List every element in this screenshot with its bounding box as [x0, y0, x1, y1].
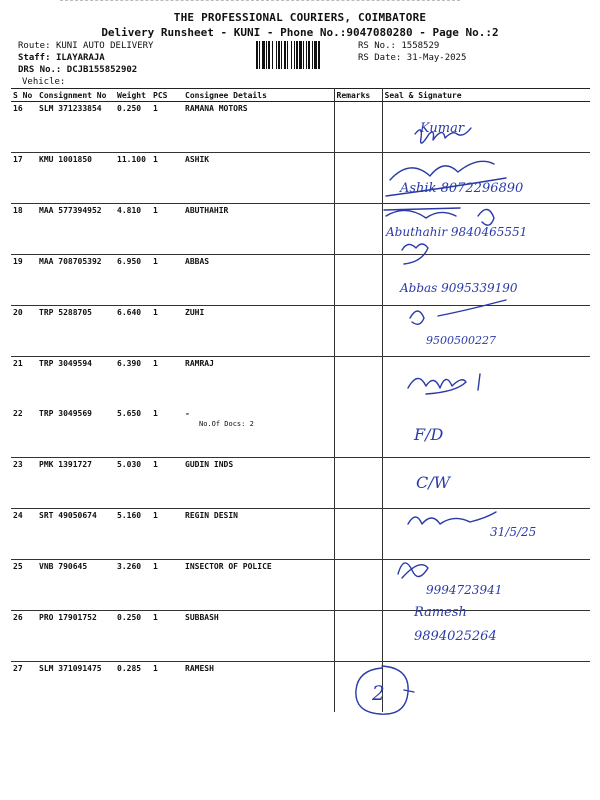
- cell-pcs: 1: [151, 509, 183, 560]
- barcode-bar: [268, 41, 270, 69]
- col-sno: S No: [11, 89, 37, 102]
- cell-signature: [382, 407, 590, 458]
- signature-text-27-phone: 9894025264: [414, 629, 497, 644]
- cell-pcs: 1: [151, 306, 183, 357]
- cell-remarks: [334, 255, 382, 306]
- drs-line: [18, 64, 153, 76]
- staff-line: [18, 52, 153, 64]
- cell-remarks: [334, 153, 382, 204]
- cell-pcs: 1: [151, 204, 183, 255]
- cell-signature: [382, 102, 590, 153]
- cell-sno: 24: [11, 509, 37, 560]
- table-row: [11, 255, 590, 306]
- cell-remarks: [334, 204, 382, 255]
- cell-consignee: ABUTHAHIR: [183, 204, 334, 255]
- cell-consignee: ASHIK: [183, 153, 334, 204]
- barcode-bar: [291, 41, 292, 69]
- rs-date-label: RS Date:: [358, 53, 402, 63]
- cell-weight: 6.640: [115, 306, 151, 357]
- barcode-bar: [308, 41, 310, 69]
- table-row: [11, 611, 590, 662]
- rs-date-value: 31-May-2025: [406, 53, 467, 63]
- consignee-text: -: [185, 409, 190, 418]
- cell-signature: [382, 357, 590, 408]
- col-pcs: PCS: [151, 89, 183, 102]
- cell-consignee: REGIN DESIN: [183, 509, 334, 560]
- cell-remarks: [334, 611, 382, 662]
- cell-weight: 3.260: [115, 560, 151, 611]
- cell-pcs: 1: [151, 102, 183, 153]
- table-row: [11, 153, 590, 204]
- cell-sno: 27: [13, 664, 23, 673]
- cell-consignment: SLM 371091475: [39, 664, 102, 673]
- signature-text-18: Abuthahir 9840465551: [386, 225, 528, 239]
- barcode-bar: [314, 41, 317, 69]
- cell-weight: 0.250: [115, 102, 151, 153]
- table-header-row: [11, 89, 590, 102]
- col-consignee: Consignee Details: [183, 89, 334, 102]
- barcode-bar: [262, 41, 265, 69]
- cell-remarks: [334, 306, 382, 357]
- cell-consignee: [183, 407, 334, 458]
- cell-consignee: RAMRAJ: [183, 357, 334, 408]
- signature-text-25: 31/5/25: [490, 525, 537, 539]
- cell-consignment: PMK 1391727: [37, 458, 115, 509]
- barcode-bar: [287, 41, 288, 69]
- cell-remarks: [334, 509, 382, 560]
- cell-sno: 16: [11, 102, 37, 153]
- header-left-block: [18, 40, 153, 88]
- torn-top-edge: [60, 0, 460, 4]
- route-line: [18, 40, 153, 52]
- table-row: [11, 662, 590, 713]
- cell-sno: 17: [11, 153, 37, 204]
- cell-pcs: 1: [153, 359, 158, 368]
- cell-consignment: SLM 371233854: [37, 102, 115, 153]
- barcode: [256, 41, 354, 69]
- barcode-bar: [276, 41, 277, 69]
- col-consignment: Consignment No: [37, 89, 115, 102]
- cell-consignment: TRP 5288705: [37, 306, 115, 357]
- signature-text-20: 9500500227: [426, 334, 496, 347]
- cell-remarks: [334, 357, 382, 408]
- cell-consignee: RAMANA MOTORS: [183, 102, 334, 153]
- cell-sno: 26: [11, 611, 37, 662]
- cell-signature: [382, 560, 590, 611]
- signature-text-16: Kumar: [420, 121, 465, 136]
- cell-pcs: 1: [151, 255, 183, 306]
- barcode-bar: [272, 41, 273, 69]
- cell-consignee: ZUHI: [183, 306, 334, 357]
- cell-weight: 6.950: [115, 255, 151, 306]
- barcode-bar: [294, 41, 295, 69]
- cell-signature: [382, 306, 590, 357]
- table-row: [11, 306, 590, 357]
- signature-text-17: Ashik 8072296890: [400, 181, 524, 196]
- cell-remarks: [334, 560, 382, 611]
- barcode-bar: [281, 41, 282, 69]
- vehicle-label: Vehicle:: [22, 77, 66, 87]
- drs-value: DCJB155852902: [66, 65, 138, 75]
- cell-remarks: [334, 662, 382, 713]
- route-value: KUNI AUTO DELIVERY: [55, 41, 154, 51]
- staff-label: Staff:: [18, 53, 51, 63]
- cell-pcs: 1: [151, 611, 183, 662]
- runsheet-table: [11, 88, 590, 712]
- cell-weight: 11.100: [115, 153, 151, 204]
- table-row: [11, 357, 590, 408]
- cell-remarks: [334, 102, 382, 153]
- barcode-bar: [259, 41, 260, 69]
- table-row: [11, 407, 590, 458]
- barcode-bar: [278, 41, 280, 69]
- cell-sno: 19: [11, 255, 37, 306]
- col-weight: Weight: [115, 89, 151, 102]
- cell-consignment: TRP 3049569: [37, 407, 115, 458]
- rs-no-line: [358, 40, 466, 52]
- cell-consignee: SUBBASH: [183, 611, 334, 662]
- cell-signature: [382, 458, 590, 509]
- col-signature: Seal & Signature: [382, 89, 590, 102]
- cell-weight: 0.285: [117, 664, 142, 673]
- cell-signature: [382, 204, 590, 255]
- cell-weight: 6.390: [117, 359, 142, 368]
- runsheet-subtitle: Delivery Runsheet - KUNI - Phone No.:9047080280 - Page No.:2: [101, 26, 499, 39]
- cell-sno: 21: [13, 359, 23, 368]
- table-row: [11, 560, 590, 611]
- cell-weight: 4.810: [115, 204, 151, 255]
- cell-sno: 20: [11, 306, 37, 357]
- cell-weight: 5.030: [115, 458, 151, 509]
- cell-sno: 18: [11, 204, 37, 255]
- signature-text-23: F/D: [414, 425, 444, 444]
- cell-consignee: GUDIN INDS: [183, 458, 334, 509]
- barcode-bar: [284, 41, 286, 69]
- cell-signature: [382, 509, 590, 560]
- barcode-bar: [303, 41, 304, 69]
- barcode-bar: [299, 41, 302, 69]
- cell-weight: 5.650: [115, 407, 151, 458]
- barcode-bar: [306, 41, 307, 69]
- cell-pcs: 1: [151, 153, 183, 204]
- cell-pcs: 1: [153, 664, 158, 673]
- company-title: THE PROFESSIONAL COURIERS, COIMBATORE: [173, 11, 427, 24]
- barcode-bar: [256, 41, 258, 69]
- header-right-block: [358, 40, 466, 64]
- cell-sno: 25: [11, 560, 37, 611]
- cell-consignment: MAA 577394952: [37, 204, 115, 255]
- cell-pcs: 1: [151, 407, 183, 458]
- cell-consignment: SRT 49050674: [37, 509, 115, 560]
- docs-count: No.Of Docs: 2: [199, 420, 254, 428]
- barcode-bar: [312, 41, 313, 69]
- cell-pcs: 1: [151, 458, 183, 509]
- cell-pcs: 1: [151, 560, 183, 611]
- table-row: [11, 102, 590, 153]
- cell-consignment: PRO 17901752: [37, 611, 115, 662]
- staff-value: ILAYARAJA: [55, 53, 105, 63]
- rs-no-value: 1558529: [401, 41, 440, 51]
- cell-remarks: [334, 458, 382, 509]
- barcode-bar: [296, 41, 298, 69]
- cell-weight: 5.160: [115, 509, 151, 560]
- signature-text-19: Abbas 9095339190: [400, 281, 518, 295]
- cell-consignment: KMU 1001850: [37, 153, 115, 204]
- cell-remarks: [334, 407, 382, 458]
- stamp-text: 2: [372, 681, 385, 705]
- col-remarks: Remarks: [334, 89, 382, 102]
- route-label: Route:: [18, 41, 51, 51]
- barcode-bar: [266, 41, 267, 69]
- signature-text-27-name: Ramesh: [414, 605, 467, 620]
- cell-consignment: TRP 3049594: [39, 359, 92, 368]
- rs-date-line: [358, 52, 466, 64]
- cell-signature: [382, 153, 590, 204]
- table-row: [11, 509, 590, 560]
- cell-consignment: MAA 708705392: [37, 255, 115, 306]
- vehicle-line: [18, 76, 153, 88]
- table-row: [11, 204, 590, 255]
- cell-signature: [382, 255, 590, 306]
- barcode-bar: [318, 41, 320, 69]
- drs-label: DRS No.:: [18, 65, 62, 75]
- rs-no-label: RS No.:: [358, 41, 396, 51]
- signature-text-26: 9994723941: [426, 583, 503, 597]
- cell-sno: 22: [11, 407, 37, 458]
- cell-weight: 0.250: [115, 611, 151, 662]
- cell-consignee: RAMESH: [183, 662, 334, 713]
- cell-consignee: INSECTOR OF POLICE: [183, 560, 334, 611]
- cell-signature: [382, 662, 590, 713]
- cell-sno: 23: [11, 458, 37, 509]
- table-row: [11, 458, 590, 509]
- cell-signature: [382, 611, 590, 662]
- cell-consignment: VNB 790645: [37, 560, 115, 611]
- cell-consignee: ABBAS: [183, 255, 334, 306]
- signature-text-24: C/W: [416, 473, 451, 492]
